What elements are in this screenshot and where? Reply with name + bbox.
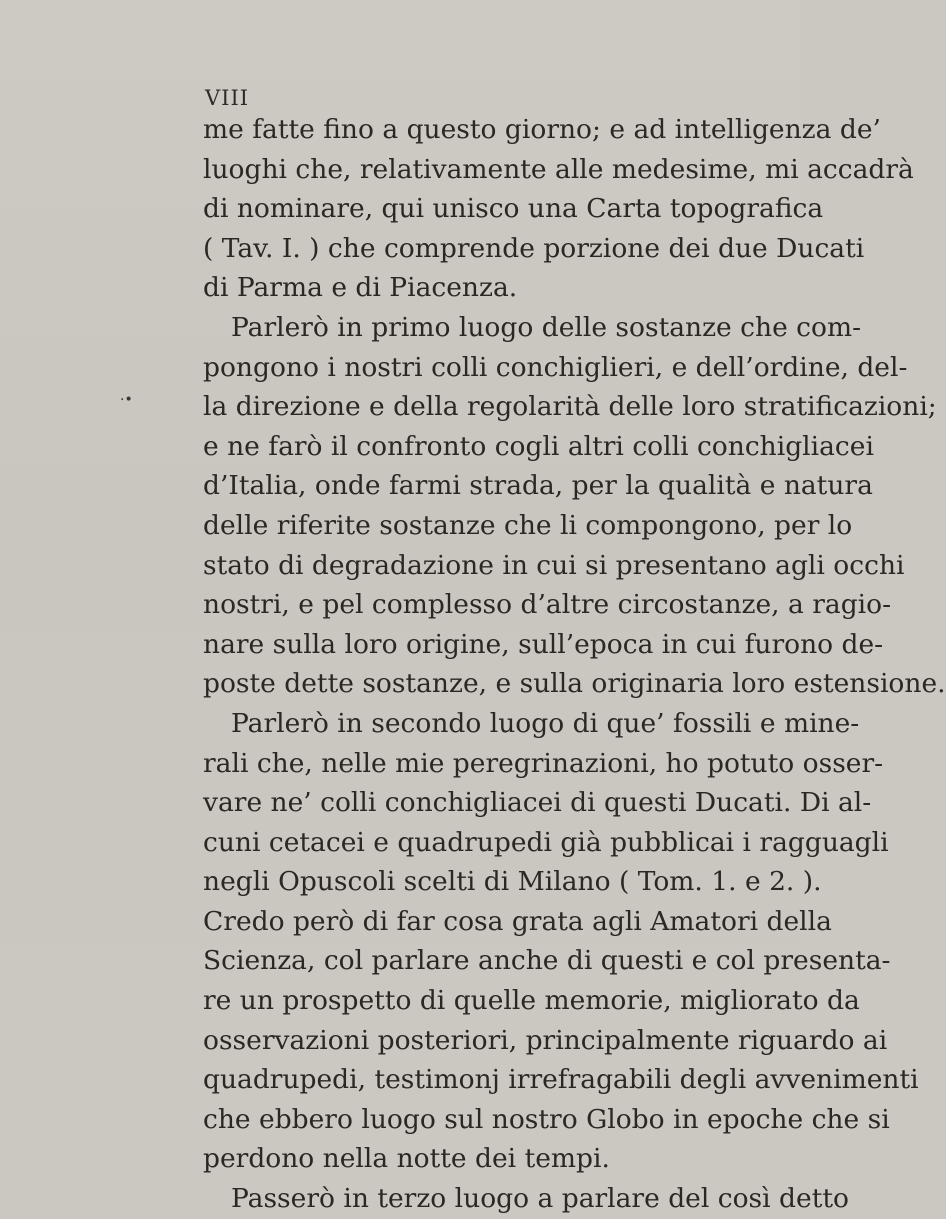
- text-line: osservazioni posteriori, principalmente riguardo ai: [203, 1024, 888, 1056]
- text-line: Scienza, col parlare anche di questi e col presenta-: [203, 945, 891, 977]
- body-text: [203, 110, 946, 1219]
- text-line: nare sulla loro origine, sull’epoca in cui furono de-: [203, 628, 884, 660]
- text-line: stato di degradazione in cui si presentano agli occhi: [203, 549, 905, 581]
- text-line: luoghi che, relativamente alle medesime, mi accadrà: [203, 153, 914, 185]
- text-line: e ne farò il confronto cogli altri colli conchigliacei: [203, 430, 874, 462]
- text-line: nostri, e pel complesso d’altre circostanze, a ragio-: [203, 589, 892, 621]
- paragraph-start-line: Passerò in terzo luogo a parlare del così detto: [231, 1183, 849, 1215]
- text-line: rali che, nelle mie peregrinazioni, ho potuto osser-: [203, 747, 884, 779]
- paragraph-start-line: Parlerò in secondo luogo di que’ fossili e mine-: [231, 707, 860, 739]
- paragraph-start-line: Parlerò in primo luogo delle sostanze che com-: [231, 311, 862, 343]
- margin-mark: ·•: [120, 392, 133, 408]
- text-line: vare ne’ colli conchigliacei di questi Ducati. Di al-: [203, 787, 872, 819]
- text-line: la direzione e della regolarità delle loro stratificazioni;: [203, 391, 937, 423]
- text-line: re un prospetto di quelle memorie, migliorato da: [203, 985, 860, 1017]
- text-line: poste dette sostanze, e sulla originaria loro estensione.: [203, 668, 946, 700]
- text-line: Credo però di far cosa grata agli Amatori della: [203, 905, 832, 937]
- text-line: quadrupedi, testimonj irrefragabili degli avvenimenti: [203, 1064, 919, 1096]
- text-line: d’Italia, onde farmi strada, per la qualità e natura: [203, 470, 873, 502]
- text-line: me fatte fino a questo giorno; e ad intelligenza de’: [203, 114, 881, 145]
- text-line: ( Tav. I. ) che comprende porzione dei due Ducati: [203, 232, 865, 264]
- text-line: negli Opuscoli scelti di Milano ( Tom. 1. e 2. ).: [203, 866, 822, 898]
- text-line: delle riferite sostanze che li compongono, per lo: [203, 509, 853, 541]
- text-line: cuni cetacei e quadrupedi già pubblicai i ragguagli: [203, 826, 889, 858]
- text-line: che ebbero luogo sul nostro Globo in epoche che si: [203, 1103, 890, 1135]
- text-line: pongono i nostri colli conchiglieri, e dell’ordine, del-: [203, 351, 908, 383]
- text-line: di nominare, qui unisco una Carta topografica: [203, 193, 824, 225]
- text-line: perdono nella notte dei tempi.: [203, 1143, 610, 1175]
- text-line: di Parma e di Piacenza.: [203, 272, 518, 304]
- page-number: VIII: [205, 86, 250, 110]
